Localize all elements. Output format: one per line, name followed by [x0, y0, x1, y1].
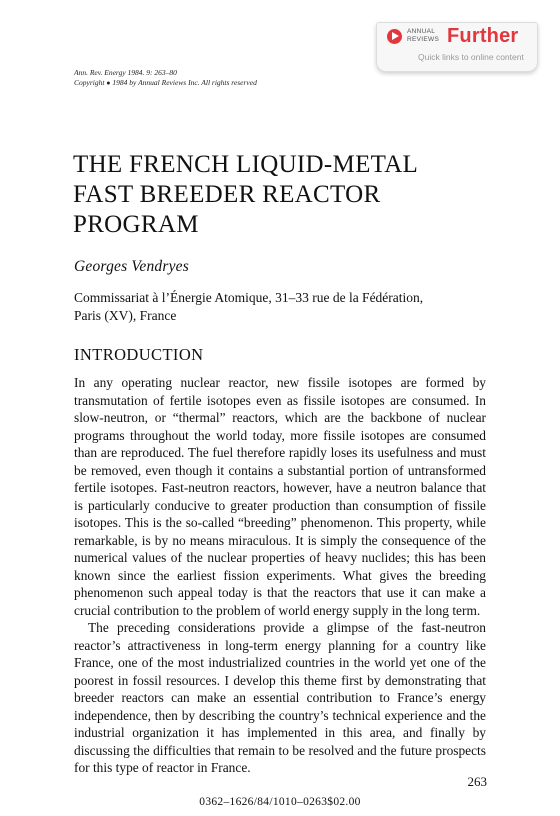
section-heading: INTRODUCTION [74, 345, 204, 364]
price-code: 0362–1626/84/1010–0263$02.00 [199, 796, 361, 808]
body-paragraph: In any operating nuclear reactor, new fissile isotopes are formed by transmutation of fertile isotopes even as fissile isotopes are consumed. In slow-neutron, or “thermal” reactors, which are the backbone of nuclear programs throughout the world today, more fissile isotopes are consumed than are reproduced. The fuel therefore rapidly loses its usefulness and must be removed, even though it contains a substantial portion of untransformed fertile isotopes. Fast-neutron reactors, however, have a neutron balance that is particularly conducive to greater production than consumption of fissile isotopes. This is the so-called “breeding” phenomenon. This property, while remarkable, is by no means miraculous. It is simply the consequence of the numerical values of the nuclear properties of heavy nuclides; this has been known since the earliest fission experiments. What gives the breeding phenomenon such appeal today is that the reactors that use it can make a crucial contribution to the problem of world energy supply in the long term. [74, 375, 486, 618]
citation-block [74, 68, 257, 88]
annual-reviews-logo-icon [387, 29, 402, 44]
annual-reviews-further-badge[interactable] [376, 22, 538, 72]
article-body [74, 374, 486, 777]
author-name: Georges Vendryes [74, 258, 189, 275]
annual-reviews-label: ANNUAL REVIEWS [407, 28, 440, 43]
further-tagline: Quick links to online content [418, 52, 524, 62]
citation-copyright-line [74, 78, 257, 89]
copyright-suffix: 1984 by Annual Reviews Inc. All rights reserved [112, 77, 257, 87]
page-number: 263 [467, 774, 487, 789]
article-title: THE FRENCH LIQUID-METAL FAST BREEDER REACTOR PROGRAM [73, 151, 419, 238]
author-affiliation: Commissariat à l’Énergie Atomique, 31–33 rue de la Fédération, Paris (XV), France [74, 290, 424, 323]
further-label: Further [447, 25, 519, 47]
citation-journal-line: Ann. Rev. Energy 1984. 9: 263–80 [74, 68, 177, 77]
copyright-prefix: Copyright [74, 77, 105, 87]
copyright-mark-icon: ● [106, 78, 111, 87]
body-paragraph: The preceding considerations provide a glimpse of the fast-neutron reactor’s attractiveness in long-term energy planning for a country like France, one of the most industrialized countries in the world yet one of the poorest in fossil resources. I develop this theme first by demonstrating that breeder reactors can make an essential contribution to France’s energy independence, then by describing the country’s technical experience and the industrial organization it has implemented in this area, and finally by discussing the difficulties that remain to be resolved and the future prospects for this type of reactor in France. [74, 620, 486, 775]
